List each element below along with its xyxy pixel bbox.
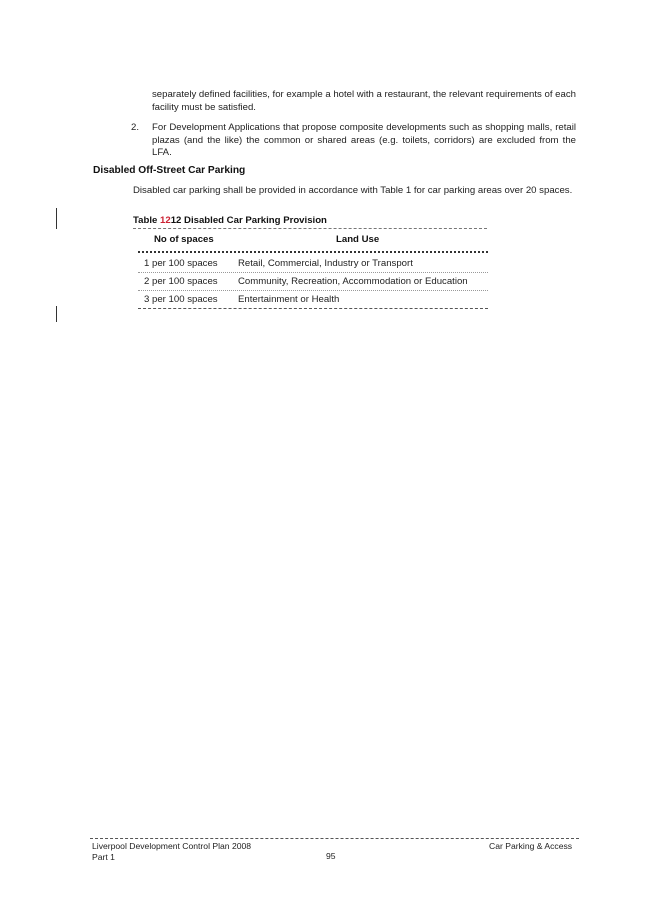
table-caption-title: 12 Disabled Car Parking Provision	[170, 215, 327, 226]
footer-rule	[90, 838, 579, 839]
list-item-text: For Development Applications that propose composite developments such as shopping malls, retail plazas (and the like) the common or shared areas (e.g. toilets, corridors) are excluded from the LFA.	[152, 122, 576, 158]
change-bar	[56, 208, 57, 229]
parking-table	[138, 231, 488, 305]
table-caption	[133, 215, 327, 228]
cell-spaces: 1 per 100 spaces	[144, 258, 218, 269]
table-caption-prefix: Table	[133, 215, 161, 226]
footer-page-number: 95	[326, 851, 336, 861]
table-row	[138, 273, 488, 291]
cell-spaces: 2 per 100 spaces	[144, 276, 218, 287]
table-caption-number: 12	[160, 215, 171, 226]
caption-rule	[133, 228, 487, 229]
table-row	[138, 291, 488, 309]
continuation-paragraph: separately defined facilities, for example a hotel with a restaurant, the relevant requirements of each facility must be satisfied.	[152, 89, 576, 113]
change-bar	[56, 306, 57, 322]
list-item-number: 2.	[131, 122, 140, 133]
cell-spaces: 3 per 100 spaces	[144, 294, 218, 305]
footer-section: Car Parking & Access	[489, 841, 573, 851]
footer-doc-title: Liverpool Development Control Plan 2008	[92, 841, 252, 851]
cell-land-use: Entertainment or Health	[238, 294, 340, 305]
footer-part: Part 1	[92, 851, 115, 862]
footer-left	[92, 841, 251, 862]
section-heading: Disabled Off-Street Car Parking	[93, 165, 246, 176]
header-no-of-spaces: No of spaces	[154, 234, 214, 245]
table-header-row	[138, 231, 488, 247]
cell-land-use: Community, Recreation, Accommodation or Education	[238, 276, 468, 287]
section-body: Disabled car parking shall be provided in accordance with Table 1 for car parking areas over 20 spaces.	[133, 185, 573, 196]
header-land-use: Land Use	[336, 234, 380, 245]
header-rule	[138, 251, 488, 253]
cell-land-use: Retail, Commercial, Industry or Transport	[238, 258, 413, 269]
table-row	[138, 255, 488, 273]
